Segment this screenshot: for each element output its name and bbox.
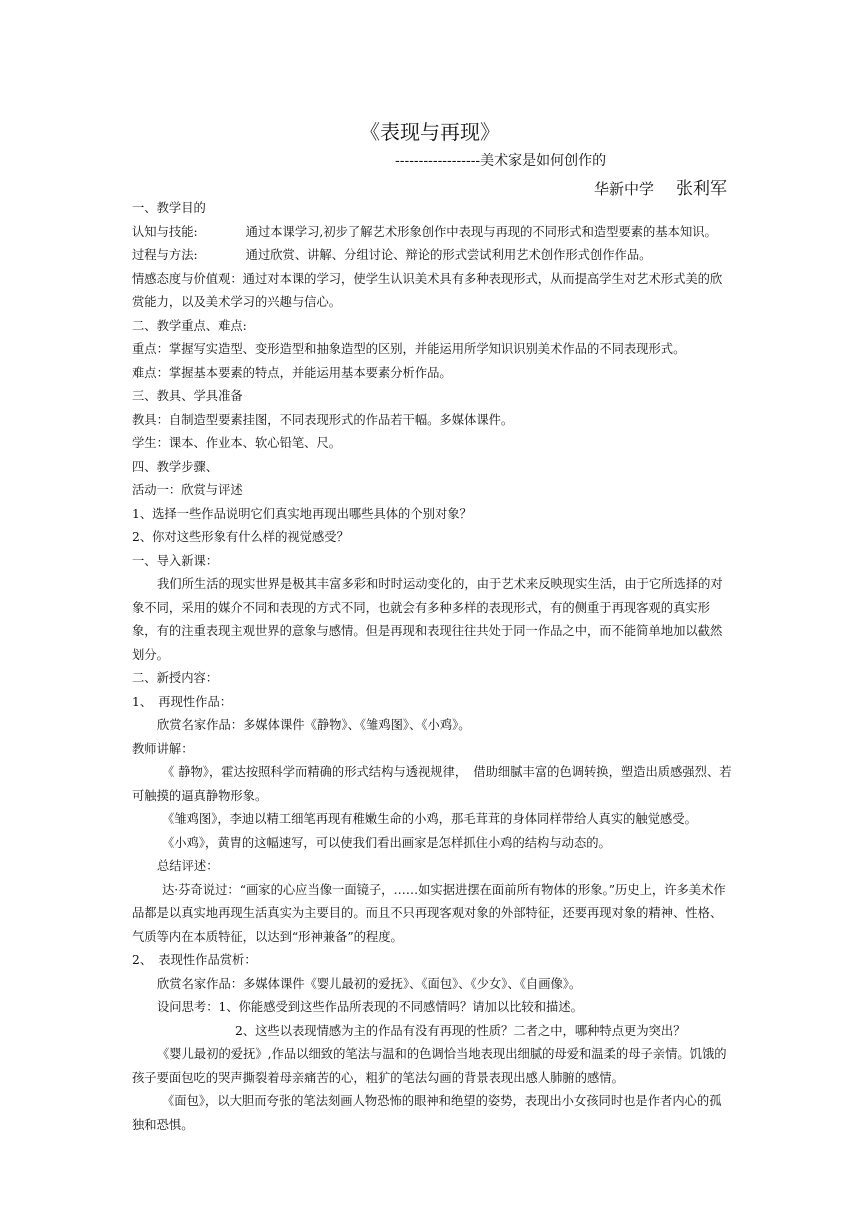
paragraph: 活动一：欣赏与评述 xyxy=(132,483,243,497)
paragraph: 《 静物》，霍达按照科学而精确的形式结构与透视规律， 借助细腻丰富的色调转换，塑造出质感强烈、若可触摸的逼真静物形象。 xyxy=(132,765,732,803)
paragraph: 欣赏名家作品：多媒体课件《婴儿最初的爱抚》、《面包》、《少女》、《自画像》。 xyxy=(157,976,582,991)
paragraph: 《婴儿最初的爱抚》,作品以细致的笔法与温和的色调恰当地表现出细腻的母爱和温柔的母子亲情。饥饿的孩子要面包吃的哭声撕裂着母亲痛苦的心，粗犷的笔法勾画的背景表现出感人肺腑的感情。 xyxy=(132,1047,727,1085)
section-heading: 二、新授内容： xyxy=(132,671,219,685)
paragraph: 教师讲解： xyxy=(132,741,194,756)
section-heading: 四、教学步骤、 xyxy=(132,459,219,474)
paragraph: 教具：自制造型要素挂图，不同表现形式的作品若干幅。多媒体课件。 xyxy=(132,412,514,427)
paragraph: 达·芬奇说过：“画家的心应当像一面镜子，……如实据进摆在面前所有物体的形象。”历史上，许多美术作品都是以真实地再现生活真实为主要目的。而且不只再现客观对象的外部特征，还要再现对象的精神、性格、气质等内在本质特征，以达到“形神兼备”的程度。 xyxy=(132,882,726,944)
section-heading: 一、教学目的 xyxy=(132,201,206,215)
paragraph: 2、这些以表现情感为主的作品有没有再现的性质？二者之中，哪种特点更为突出？ xyxy=(235,1023,686,1038)
paragraph: 《小鸡》，黄胄的这幅速写，可以使我们看出画家是怎样抓住小鸡的结构与动态的。 xyxy=(162,835,611,850)
paragraph: 《雏鸡图》，李迪以精工细笔再现有稚嫩生命的小鸡，那毛茸茸的身体同样带给人真实的触觉感受。 xyxy=(162,812,697,826)
paragraph: 难点：掌握基本要素的特点，并能运用基本要素分析作品。 xyxy=(132,365,452,380)
school-name: 华新中学 xyxy=(594,180,655,198)
label: 认知与技能: xyxy=(132,224,198,239)
author-line xyxy=(594,174,727,199)
label: 过程与方法: xyxy=(132,248,198,262)
paragraph: 情感态度与价值观：通过对本课的学习，使学生认识美术具有多种表现形式，从而提高学生对艺术形式美的欣赏能力，以及美术学习的兴趣与信心。 xyxy=(132,271,723,309)
section-heading: 2、 表现性作品赏析： xyxy=(132,953,257,967)
paragraph: 1、选择一些作品说明它们真实地再现出哪些具体的个别对象？ xyxy=(132,506,472,521)
section-heading: 一、导入新课： xyxy=(132,553,219,568)
paragraph xyxy=(132,221,732,245)
paragraph: 2、你对这些形象有什么样的视觉感受？ xyxy=(132,530,349,544)
section-heading: 三、教具、学具准备 xyxy=(132,389,243,403)
document-body xyxy=(132,197,732,1137)
document-subtitle: ------------------美术家是如何创作的 xyxy=(395,153,607,169)
section-heading: 二、教学重点、难点: xyxy=(132,318,247,333)
section-heading: 1、 再现性作品： xyxy=(132,694,233,709)
paragraph: 重点：掌握写实造型、变形造型和抽象造型的区别，并能运用所学知识识别美术作品的不同表现形式。 xyxy=(132,342,686,356)
paragraph: 《面包》，以大胆而夸张的笔法刻画人物恐怖的眼神和绝望的姿势，表现出小女孩同时也是作者内心的孤独和恐惧。 xyxy=(132,1094,722,1132)
paragraph: 设问思考：1、你能感受到这些作品所表现的不同感情吗？请加以比较和描述。 xyxy=(157,1000,583,1014)
paragraph xyxy=(132,244,732,268)
paragraph: 总结评述： xyxy=(157,859,219,873)
text: 通过本课学习,初步了解艺术形象创作中表现与再现的不同形式和造型要素的基本知识。 xyxy=(245,224,717,239)
paragraph: 我们所生活的现实世界是极其丰富多彩和时时运动变化的，由于艺术来反映现实生活，由于它所选择的对象不同，采用的媒介不同和表现的方式不同，也就会有多种多样的表现形式，有的侧重于再现客观的真实形象，有的注重表现主观世界的意象与感情。但是再现和表现往往共处于同一作品之中，而不能简单地加以截然划分。 xyxy=(132,577,723,662)
paragraph: 学生：课本、作业本、软心铅笔、尺。 xyxy=(132,436,342,450)
document-title: 《表现与再现》 xyxy=(360,120,500,144)
text: 通过欣赏、讲解、分组讨论、辩论的形式尝试利用艺术创作形式创作作品。 xyxy=(245,248,652,262)
author-name: 张利军 xyxy=(676,179,728,199)
paragraph: 欣赏名家作品：多媒体课件《静物》、《雏鸡图》、《小鸡》。 xyxy=(157,718,471,732)
